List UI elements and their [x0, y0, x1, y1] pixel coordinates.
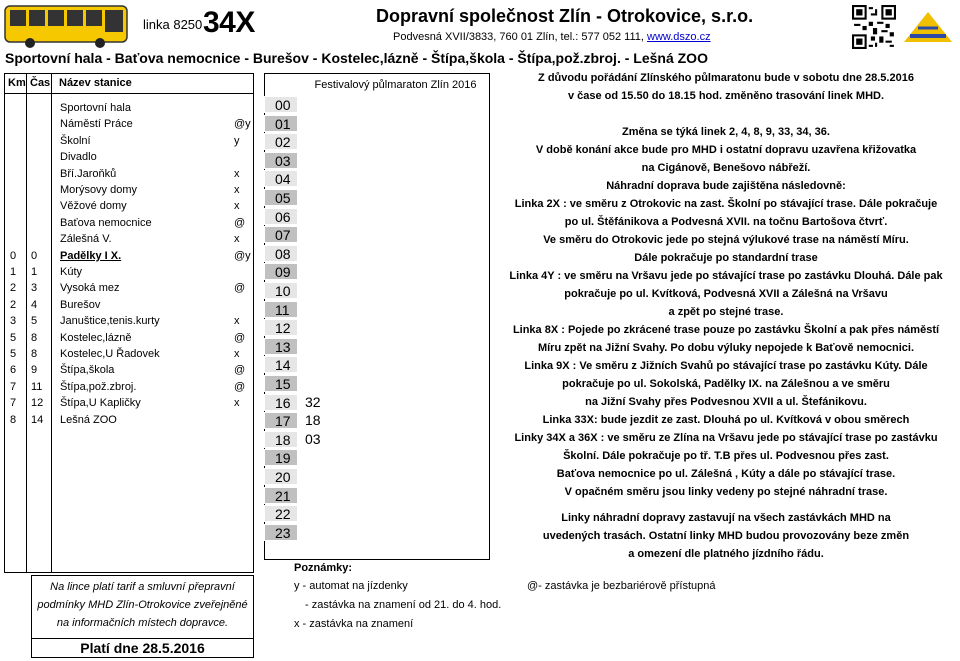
bus-icon — [4, 4, 130, 48]
info-line: Míru zpět na Jižní Svahy. Po dobu výluky nepojede k Baťově nemocnici. — [537, 342, 915, 354]
stop-mark: x — [234, 184, 240, 196]
info-line: na Jižní Svahy přes Podvesnou XVII a ul. Štefánikovu. — [585, 396, 867, 408]
remark-y: y - automat na jízdenky — [294, 580, 408, 592]
info-line: a zpět po stejné trase. — [668, 306, 784, 318]
info-line: Z důvodu pořádání Zlínského půlmaratonu bude v sobotu dne 28.5.2016 — [538, 72, 914, 84]
stop-name: Kostelec,lázně — [60, 331, 132, 344]
line-number: 34X — [203, 6, 255, 39]
route-description: Sportovní hala - Baťova nemocnice - Burešov - Kostelec,lázně - Štípa,škola - Štípa,pož.zbroj. - Lešná ZOO — [5, 50, 708, 66]
info-line: na Cigánově, Benešovo nábřeží. — [641, 162, 811, 174]
stop-row — [5, 281, 253, 297]
departure-minute: 32 — [305, 393, 321, 410]
hour-cell: 21 — [264, 487, 298, 504]
hour-cell: 06 — [264, 208, 298, 225]
info-line: Linky 34X a 36X : ve směru ze Zlína na Vršavu jede po stávající trase po zastávku — [514, 432, 938, 444]
dszo-logo-icon — [900, 6, 956, 48]
info-line: uvedených trasách. Ostatní linky MHD budou provozovány beze změn — [542, 530, 910, 542]
hour-cell: 00 — [264, 96, 298, 113]
remark-x: x - zastávka na znamení — [294, 618, 414, 630]
stop-row — [5, 117, 253, 133]
stop-row — [5, 183, 253, 199]
stop-row — [5, 134, 253, 150]
stop-name: Vysoká mez — [60, 282, 120, 295]
stop-name: Štípa,U Kapličky — [60, 397, 141, 410]
hour-cell: 15 — [264, 375, 298, 392]
info-line: Linka 2X : ve směru z Otrokovic na zast. Školní po stávající trase. Dále pokračuje — [514, 198, 938, 210]
hour-cell: 22 — [264, 505, 298, 522]
stop-row — [5, 232, 253, 248]
info-line: v čase od 15.50 do 18.15 hod. změněno trasování linek MHD. — [567, 90, 885, 102]
stop-time: 8 — [31, 348, 38, 360]
stop-time: 3 — [31, 282, 38, 295]
stop-mark: @ — [234, 364, 246, 377]
col-name: Název stanice — [59, 77, 132, 89]
stop-mark: y — [234, 134, 240, 147]
stop-row — [5, 216, 253, 232]
line-label: linka 8250 — [143, 17, 203, 32]
info-line: Linka 9X : Ve směru z Jižních Svahů po stávající trase po zastávku Kúty. Dále — [524, 360, 928, 372]
tariff-line-3: na informačních místech dopravce. — [56, 617, 229, 629]
stop-name: Kúty — [60, 266, 83, 278]
hour-cell: 16 — [264, 394, 298, 411]
stop-name: Morýsovy domy — [60, 184, 138, 196]
departure-minute: 18 — [305, 412, 321, 429]
stop-km: 7 — [10, 380, 17, 393]
info-line: Linka 8X : Pojede po zkrácené trase pouze po zastávku Školní a pak přes náměstí — [512, 324, 940, 336]
stop-name: Baťova nemocnice — [60, 216, 152, 229]
address-text: Podvesná XVII/3833, 760 01 Zlín, tel.: 577 052 111, — [393, 31, 644, 43]
stop-name: Kostelec,U Řadovek — [60, 348, 160, 360]
stop-name: Náměstí Práce — [60, 118, 133, 131]
info-line: V opačném směru jsou linky vedeny po stejné náhradní trase. — [564, 486, 888, 498]
stop-km: 5 — [10, 348, 17, 360]
stop-name: Januštice,tenis.kurty — [60, 315, 160, 328]
hour-cell: 09 — [264, 263, 298, 280]
stop-row — [5, 298, 253, 314]
hour-cell: 07 — [264, 226, 298, 243]
hour-cell: 03 — [264, 152, 298, 169]
stops-table-header — [5, 74, 253, 94]
hour-cell: 04 — [264, 170, 298, 187]
info-line: po ul. Štěfánikova a Podvesná XVII. na točnu Bartošova čtvrť. — [564, 216, 888, 228]
stop-row — [5, 167, 253, 183]
stop-name: Sportovní hala — [60, 102, 131, 114]
info-line: Školní. Dále pokračuje po tř. T.B přes ul. Podvesnou přes zast. — [563, 450, 889, 462]
info-line: Linky náhradní dopravy zastavují na všech zastávkách MHD na — [561, 512, 891, 524]
hour-cell: 01 — [264, 115, 298, 132]
stop-mark: x — [234, 167, 240, 180]
info-line: Náhradní doprava bude zajištěna následovně: — [606, 180, 846, 192]
stop-time: 12 — [31, 397, 44, 410]
timetable-title: Festivalový půlmaraton Zlín 2016 — [314, 79, 477, 91]
info-line: Ve směru do Otrokovic jede po stejná výlukové trase na náměstí Míru. — [543, 234, 909, 246]
stop-mark: @y — [234, 249, 251, 262]
stop-time: 8 — [31, 331, 38, 344]
stop-row — [5, 396, 253, 412]
hour-cell: 02 — [264, 133, 298, 150]
stop-name: Burešov — [60, 298, 101, 311]
stop-km: 0 — [10, 249, 17, 262]
stop-row — [5, 331, 253, 347]
departure-minute: 03 — [305, 430, 321, 447]
stop-name: Padělky I X. — [60, 249, 122, 262]
stop-mark: x — [234, 200, 240, 213]
stop-mark: @ — [234, 216, 246, 229]
stop-time: 11 — [31, 380, 43, 393]
hour-cell: 19 — [264, 449, 298, 466]
website-link[interactable]: www.dszo.cz — [647, 31, 711, 43]
hour-cell: 18 — [264, 431, 298, 448]
stop-mark: @ — [234, 380, 246, 393]
stop-name: Divadlo — [60, 151, 97, 164]
stop-km: 2 — [10, 298, 17, 311]
tariff-line-1: Na lince platí tarif a smluvní přepravní — [50, 581, 235, 593]
stop-km: 8 — [10, 413, 17, 426]
info-line: a omezení dle platného jízdního řádu. — [628, 548, 824, 560]
hour-cell: 23 — [264, 524, 298, 541]
stop-km: 6 — [10, 364, 17, 377]
hour-cell: 05 — [264, 189, 298, 206]
stop-name: Bří.Jaroňků — [60, 167, 117, 180]
stop-time: 14 — [31, 413, 44, 426]
qr-code-icon — [852, 5, 896, 49]
company-name: Dopravní společnost Zlín - Otrokovice, s.r.o. — [376, 6, 754, 26]
stop-time: 4 — [31, 298, 38, 311]
hour-cell: 13 — [264, 338, 298, 355]
hour-cell: 20 — [264, 468, 298, 485]
stop-km: 2 — [10, 282, 17, 295]
stop-km: 3 — [10, 315, 17, 328]
stop-row — [5, 314, 253, 330]
stop-time: 5 — [31, 315, 38, 328]
info-line: pokračuje po ul. Sokolská, Padělky IX. na Zálešnou a ve směru — [562, 378, 890, 390]
stop-name: Školní — [60, 134, 91, 147]
stop-mark: x — [234, 397, 240, 410]
info-line: Baťova nemocnice po ul. Zálešná , Kúty a dále po stávající trase. — [556, 468, 896, 480]
col-km: Km — [8, 77, 26, 89]
stop-mark: @ — [234, 282, 246, 295]
stop-mark: x — [234, 315, 240, 328]
info-line: Linka 4Y : ve směru na Vršavu jede po stávající trase po zastávku Dlouhá. Dále pak — [509, 270, 943, 282]
stop-km: 7 — [10, 397, 17, 410]
stops-table — [4, 73, 254, 573]
valid-date: Platí dne 28.5.2016 — [32, 638, 253, 656]
remarks-title: Poznámky: — [294, 562, 353, 574]
stop-name: Štípa,škola — [60, 364, 115, 377]
stop-row — [5, 249, 253, 265]
stop-row — [5, 265, 253, 281]
stop-km: 5 — [10, 331, 17, 344]
info-line: Změna se týká linek 2, 4, 8, 9, 33, 34, 36. — [622, 126, 830, 138]
hour-cell: 11 — [264, 301, 298, 318]
stop-row — [5, 413, 253, 429]
hour-cell: 08 — [264, 245, 298, 262]
tariff-line-2: podmínky MHD Zlín-Otrokovice zveřejněné — [37, 599, 248, 611]
stop-row — [5, 101, 253, 117]
info-line: Linka 33X: bude jezdit ze zast. Dlouhá po ul. Kvítková v obou směrech — [542, 414, 910, 426]
info-line: Dále pokračuje po standardní trase — [634, 252, 818, 264]
stop-name: Lešná ZOO — [60, 413, 117, 426]
stop-row — [5, 347, 253, 363]
stop-time: 9 — [31, 364, 38, 377]
stop-name: Zálešná V. — [60, 233, 112, 246]
stop-row — [5, 363, 253, 379]
stop-mark: x — [234, 233, 240, 246]
hour-cell: 12 — [264, 319, 298, 336]
stop-time: 0 — [31, 249, 38, 262]
stop-name: Štípa,pož.zbroj. — [60, 380, 137, 393]
stop-mark: @ — [234, 331, 246, 344]
hour-cell: 17 — [264, 412, 298, 429]
remark-dash: - zastávka na znamení od 21. do 4. hod. — [305, 599, 502, 611]
info-line: pokračuje po ul. Kvítková, Podvesná XVII a Zálešná na Vršavu — [564, 288, 888, 300]
stop-mark: x — [234, 348, 240, 360]
hour-cell: 14 — [264, 356, 298, 373]
col-time: Čas — [30, 77, 51, 89]
company-address — [393, 31, 711, 43]
stop-name: Věžové domy — [60, 200, 127, 213]
stop-row — [5, 150, 253, 166]
tariff-note — [31, 575, 254, 658]
stop-row — [5, 380, 253, 396]
stop-mark: @y — [234, 118, 251, 131]
remark-at: @- zastávka je bezbariérově přístupná — [527, 580, 716, 592]
stop-row — [5, 199, 253, 215]
hour-cell: 10 — [264, 282, 298, 299]
stop-time: 1 — [31, 266, 38, 278]
info-line: V době konání akce bude pro MHD i ostatní dopravu uzavřena křižovatka — [535, 144, 917, 156]
stop-km: 1 — [10, 266, 17, 278]
